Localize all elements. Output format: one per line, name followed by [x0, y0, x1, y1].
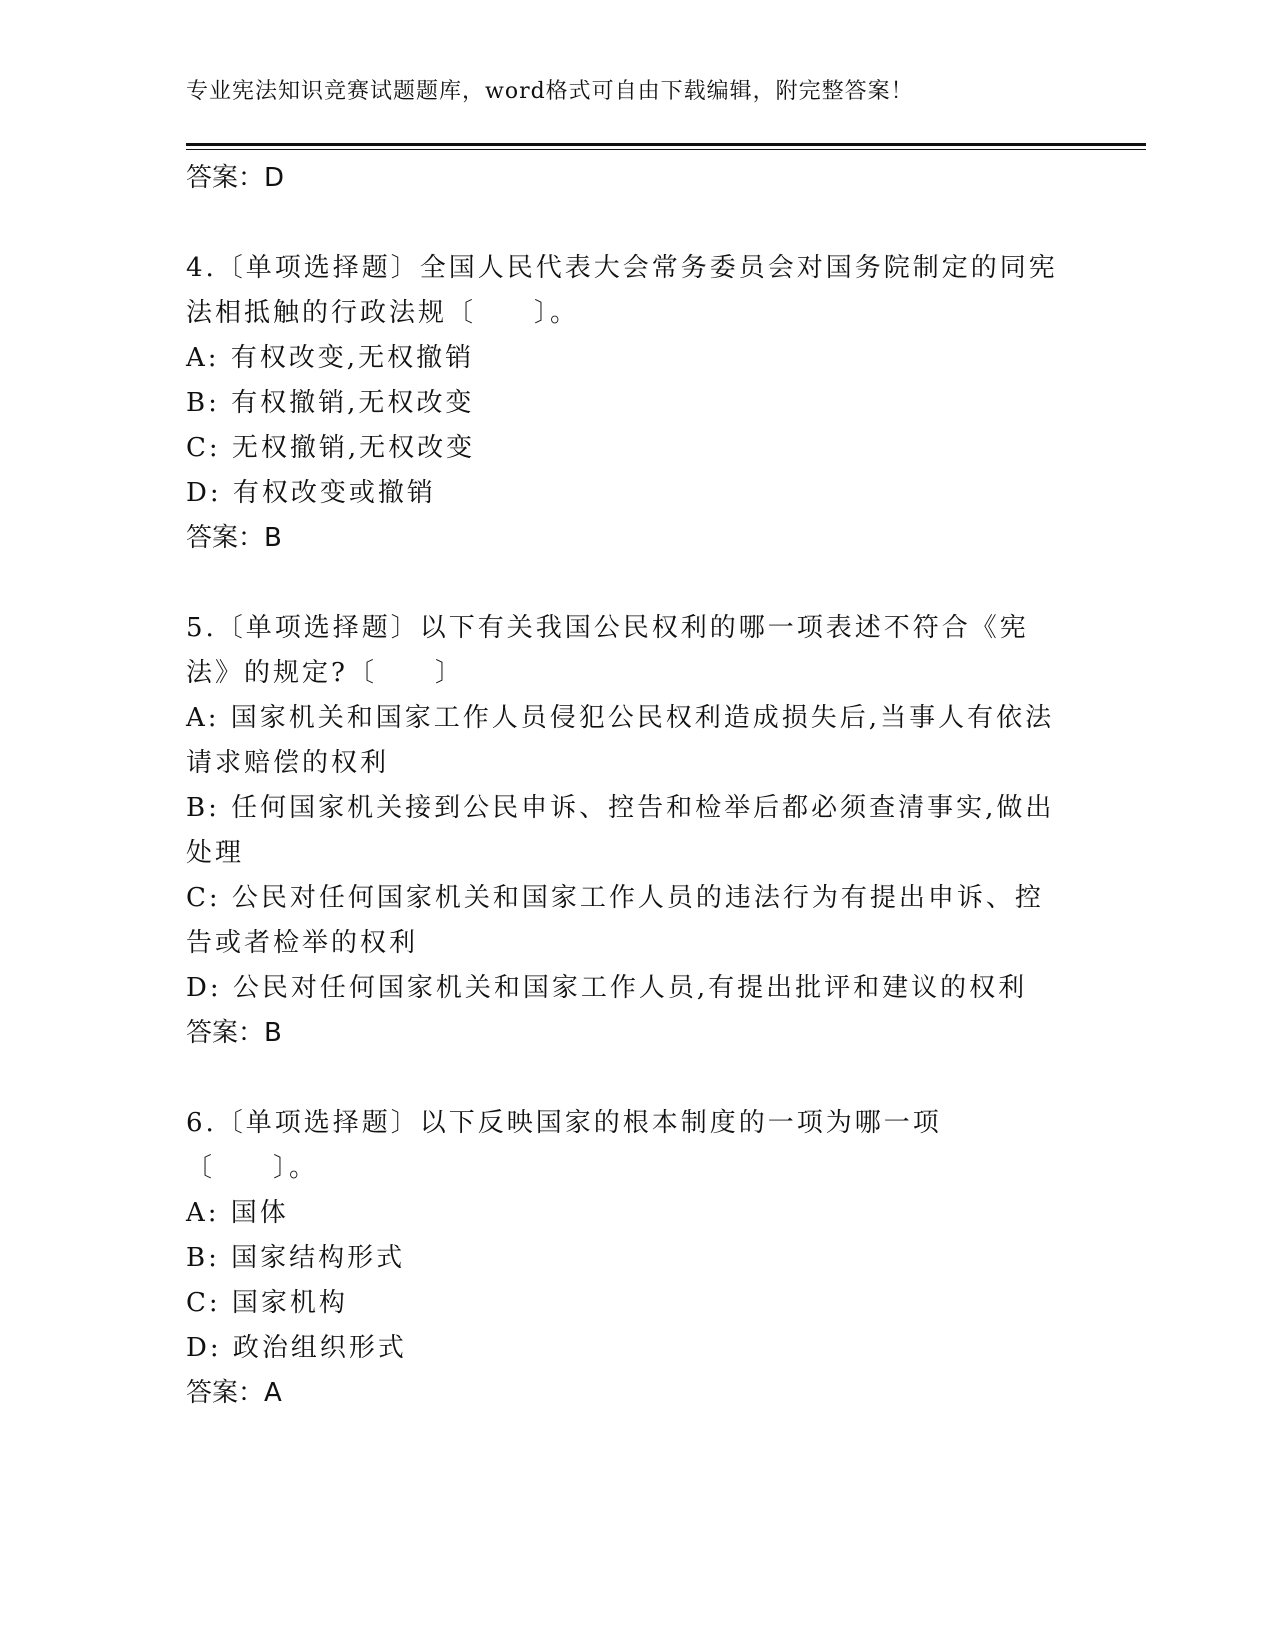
- question-answer: 答案：B: [186, 1018, 282, 1048]
- option-a: A: 有权改变,无权撤销: [186, 343, 475, 373]
- question-list: [186, 156, 1066, 1415]
- option-d: D: 有权改变或撤销: [186, 478, 436, 508]
- option-c: C: 无权撤销,无权改变: [186, 433, 476, 463]
- question-6: [186, 1101, 1066, 1415]
- question-stem: 6.〔单项选择题〕以下反映国家的根本制度的一项为哪一项〔 〕。: [186, 1108, 942, 1183]
- option-b: B: 国家结构形式: [186, 1243, 406, 1273]
- option-b: B: 任何国家机关接到公民申诉、控告和检举后都必须查清事实,做出处理: [186, 793, 1055, 868]
- option-a: A: 国体: [186, 1198, 289, 1228]
- header-rule-thin: [186, 149, 1146, 150]
- previous-answer: 答案：D: [186, 163, 285, 193]
- question-4: [186, 246, 1066, 560]
- page-header: 专业宪法知识竞赛试题题库，word格式可自由下载编辑，附完整答案！: [186, 79, 914, 104]
- option-a: A: 国家机关和国家工作人员侵犯公民权利造成损失后,当事人有依法请求赔偿的权利: [186, 703, 1055, 778]
- question-stem: 4.〔单项选择题〕全国人民代表大会常务委员会对国务院制定的同宪法相抵触的行政法规〔 〕。: [186, 253, 1058, 328]
- option-b: B: 有权撤销,无权改变: [186, 388, 475, 418]
- question-answer: 答案：B: [186, 523, 282, 553]
- option-d: D: 公民对任何国家机关和国家工作人员,有提出批评和建议的权利: [186, 973, 1028, 1003]
- question-stem: 5.〔单项选择题〕以下有关我国公民权利的哪一项表述不符合《宪法》的规定?〔 〕: [186, 613, 1029, 688]
- question-answer: 答案：A: [186, 1378, 282, 1408]
- question-5: [186, 606, 1066, 1055]
- option-c: C: 国家机构: [186, 1288, 348, 1318]
- header-rule-thick: [186, 143, 1146, 146]
- option-c: C: 公民对任何国家机关和国家工作人员的违法行为有提出申诉、控告或者检举的权利: [186, 883, 1044, 958]
- option-d: D: 政治组织形式: [186, 1333, 407, 1363]
